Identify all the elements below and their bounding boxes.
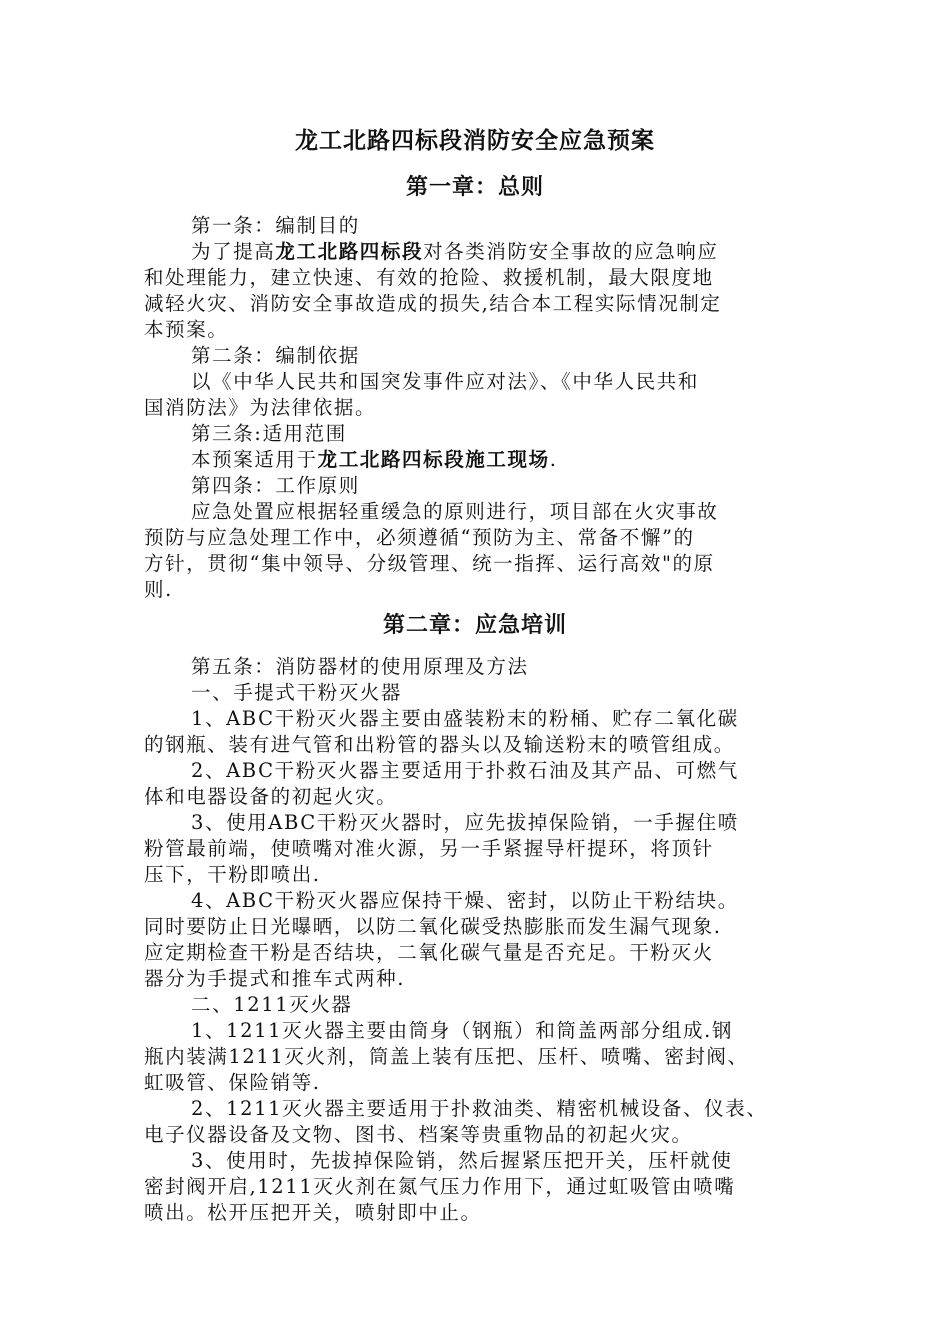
section-2-item-2-line-2: 电子仪器设备及文物、图书、档案等贵重物品的初起火灾。 xyxy=(144,1123,693,1146)
site-name-bold: 龙工北路四标段施工现场 xyxy=(317,448,550,471)
section-2-item-3-line-3: 喷出。松开压把开关，喷射即中止。 xyxy=(144,1201,482,1224)
document-title: 龙工北路四标段消防安全应急预案 xyxy=(295,127,655,154)
section-1-heading: 一、手提式干粉灭火器 xyxy=(191,681,403,704)
article-1-heading: 第一条：编制目的 xyxy=(191,214,360,237)
article-4-line-3: 方针，贯彻“集中领导、分级管理、统一指挥、运行高效"的原 xyxy=(144,552,715,575)
chapter-2-heading: 第二章：应急培训 xyxy=(382,612,567,638)
section-1-item-1-line-2: 的钢瓶、装有进气管和出粉管的器头以及输送粉末的喷管组成。 xyxy=(144,733,735,756)
chapter-1-heading: 第一章：总则 xyxy=(405,174,544,200)
section-1-item-2-line-1: 2、ABC干粉灭火器主要适用于扑救石油及其产品、可燃气 xyxy=(191,759,739,782)
article-1-line-3: 减轻火灾、消防安全事故造成的损失,结合本工程实际情况制定 xyxy=(144,292,722,315)
article-1-text-pre: 为了提高 xyxy=(191,240,276,263)
section-1-item-4-line-4: 器分为手提式和推车式两种. xyxy=(144,967,405,990)
article-3-text-pre: 本预案适用于 xyxy=(191,448,318,471)
section-1-item-2-line-2: 体和电器设备的初起火灾。 xyxy=(144,785,398,808)
section-1-item-3-line-1: 3、使用ABC干粉灭火器时，应先拔掉保险销，一手握住喷 xyxy=(191,811,739,834)
section-1-item-4-line-2: 同时要防止日光曝晒，以防二氧化碳受热膨胀而发生漏气现象. xyxy=(144,915,722,938)
article-5-heading: 第五条：消防器材的使用原理及方法 xyxy=(191,655,529,678)
section-2-item-1-line-3: 虹吸管、保险销等. xyxy=(144,1071,321,1094)
section-2-item-1-line-2: 瓶内装满1211灭火剂，筒盖上装有压把、压杆、喷嘴、密封阀、 xyxy=(144,1045,749,1068)
section-1-item-3-line-3: 压下，干粉即喷出. xyxy=(144,863,321,886)
article-4-heading: 第四条：工作原则 xyxy=(191,474,360,497)
project-name-bold: 龙工北路四标段 xyxy=(275,240,424,263)
article-3-heading: 第三条:适用范围 xyxy=(191,422,347,445)
article-1-line-1 xyxy=(144,239,812,265)
section-1-item-1-line-1: 1、ABC干粉灭火器主要由盛装粉末的粉桶、贮存二氧化碳 xyxy=(191,707,739,730)
section-1-item-4-line-3: 应定期检查干粉是否结块，二氧化碳气量是否充足。干粉灭火 xyxy=(144,941,714,964)
article-1-line-4: 本预案。 xyxy=(144,318,229,341)
section-2-item-3-line-2: 密封阀开启,1211灭火剂在氮气压力作用下，通过虹吸管由喷嘴 xyxy=(144,1175,736,1198)
article-1-line-2: 和处理能力，建立快速、有效的抢险、救援机制，最大限度地 xyxy=(144,266,714,289)
article-4-line-4: 则. xyxy=(144,578,173,601)
article-4-line-1: 应急处置应根据轻重缓急的原则进行，项目部在火灾事故 xyxy=(191,500,719,523)
chapter-2-body xyxy=(144,654,812,1226)
article-4-line-2: 预防与应急处理工作中，必须遵循“预防为主、常备不懈”的 xyxy=(144,526,695,549)
section-2-heading: 二、1211灭火器 xyxy=(191,993,353,1016)
section-2-item-2-line-1: 2、1211灭火器主要适用于扑救油类、精密机械设备、仪表、 xyxy=(191,1097,768,1120)
section-1-item-4-line-1: 4、ABC干粉灭火器应保持干燥、密封，以防止干粉结块。 xyxy=(191,889,739,912)
article-2-heading: 第二条：编制依据 xyxy=(191,344,360,367)
section-2-item-1-line-1: 1、1211灭火器主要由筒身（钢瓶）和筒盖两部分组成.钢 xyxy=(191,1019,734,1042)
article-3-line-1 xyxy=(144,447,812,473)
chapter-1-body xyxy=(144,213,812,603)
article-2-line-2: 国消防法》为法律依据。 xyxy=(144,396,377,419)
section-2-item-3-line-1: 3、使用时，先拔掉保险销，然后握紧压把开关，压杆就使 xyxy=(191,1149,733,1172)
article-2-line-1: 以《中华人民共和国突发事件应对法》、《中华人民共和 xyxy=(191,370,700,393)
article-1-text-post: 对各类消防安全事故的应急响应 xyxy=(423,240,719,263)
article-3-text-post: . xyxy=(549,448,558,471)
section-1-item-3-line-2: 粉管最前端，使喷嘴对准火源，另一手紧握导杆提环，将顶针 xyxy=(144,837,714,860)
